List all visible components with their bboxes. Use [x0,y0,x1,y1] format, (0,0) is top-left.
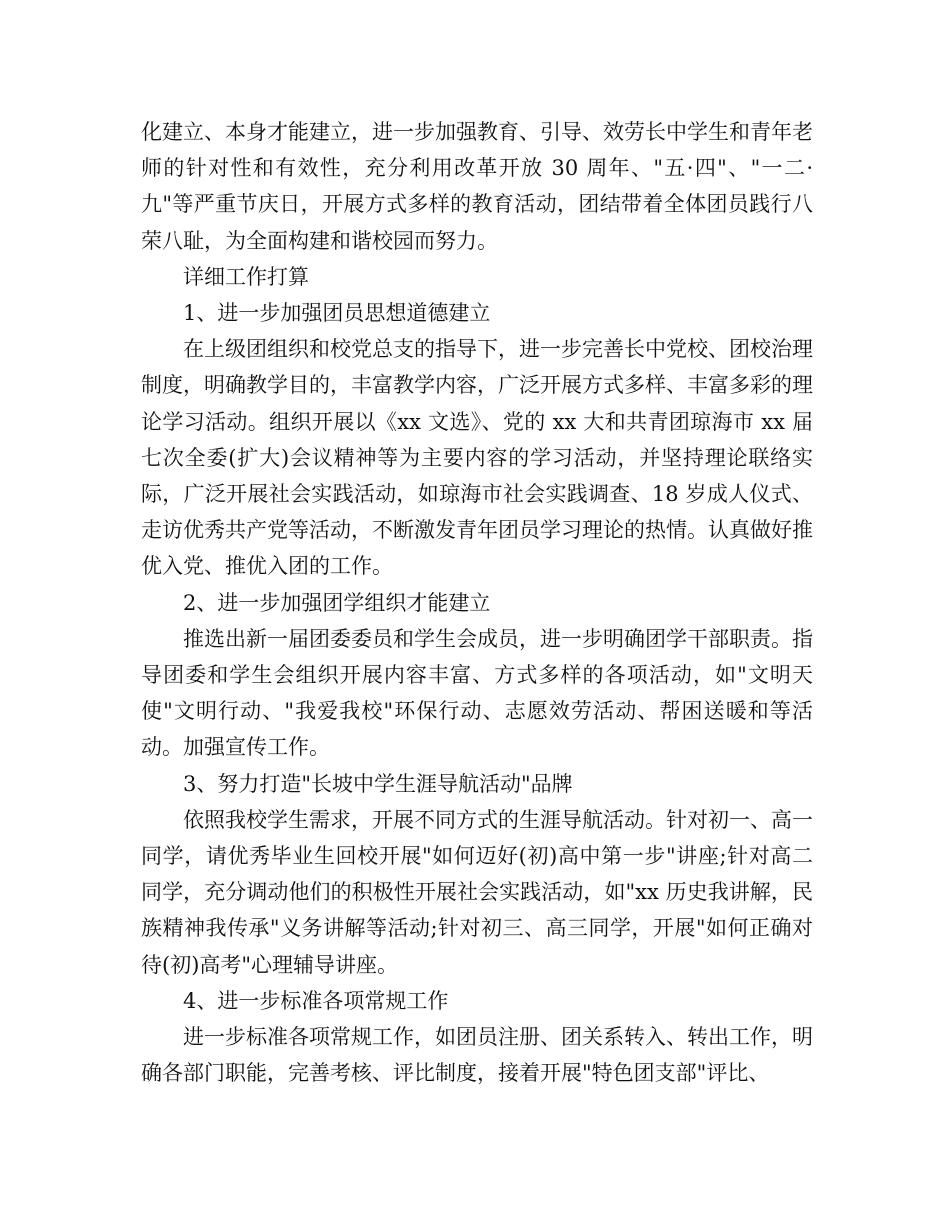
item-heading-1: 1、进一步加强团员思想道德建立 [183,301,491,326]
section-heading-plan: 详细工作打算 [183,264,309,289]
item-body-2: 推选出新一届团委委员和学生会成员，进一步明确团学干部职责。指导团委和学生会组织开展内容丰富、方式多样的各项活动，如"文明天使"文明行动、"我爱我校"环保行动、志愿效劳活动、帮困送暖和等活动。加强宣传工作。 [141,626,813,760]
paragraph-intro: 化建立、本身才能建立，进一步加强教育、引导、效劳长中学生和青年老师的针对性和有效性，充分利用改革开放 30 周年、"五·四"、"一二·九"等严重节庆日，开展方式多样的教育活动，团结带着全体团员践行八荣八耻，为全面构建和谐校园而努力。 [141,120,813,253]
item-heading-3: 3、努力打造"长坡中学生涯导航活动"品牌 [183,771,573,796]
item-body-4: 进一步标准各项常规工作，如团员注册、团关系转入、转出工作，明确各部门职能，完善考核、评比制度，接着开展"特色团支部"评比、 [141,1025,813,1086]
item-body-3: 依照我校学生需求，开展不同方式的生涯导航活动。针对初一、高一同学，请优秀毕业生回校开展"如何迈好(初)高中第一步"讲座;针对高二同学，充分调动他们的积极性开展社会实践活动，如"xx 历史我讲解，民族精神我传承"义务讲解等活动;针对初三、高三同学，开展"如何正确对待(初)高考"心理辅导讲座。 [141,807,813,977]
item-heading-4: 4、进一步标准各项常规工作 [183,988,449,1013]
item-heading-2: 2、进一步加强团学组织才能建立 [183,590,491,615]
item-body-1: 在上级团组织和校党总支的指导下，进一步完善长中党校、团校治理制度，明确教学目的，丰富教学内容，广泛开展方式多样、丰富多彩的理论学习活动。组织开展以《xx 文选》、党的 xx 大和共青团琼海市 xx 届七次全委(扩大)会议精神等为主要内容的学习活动，并坚持理论联络实际，广泛开展社会实践活动，如琼海市社会实践调查、18 岁成人仪式、走访优秀共产党等活动，不断激发青年团员学习理论的热情。认真做好推优入党、推优入团的工作。 [141,337,813,579]
document-body [141,114,813,1091]
